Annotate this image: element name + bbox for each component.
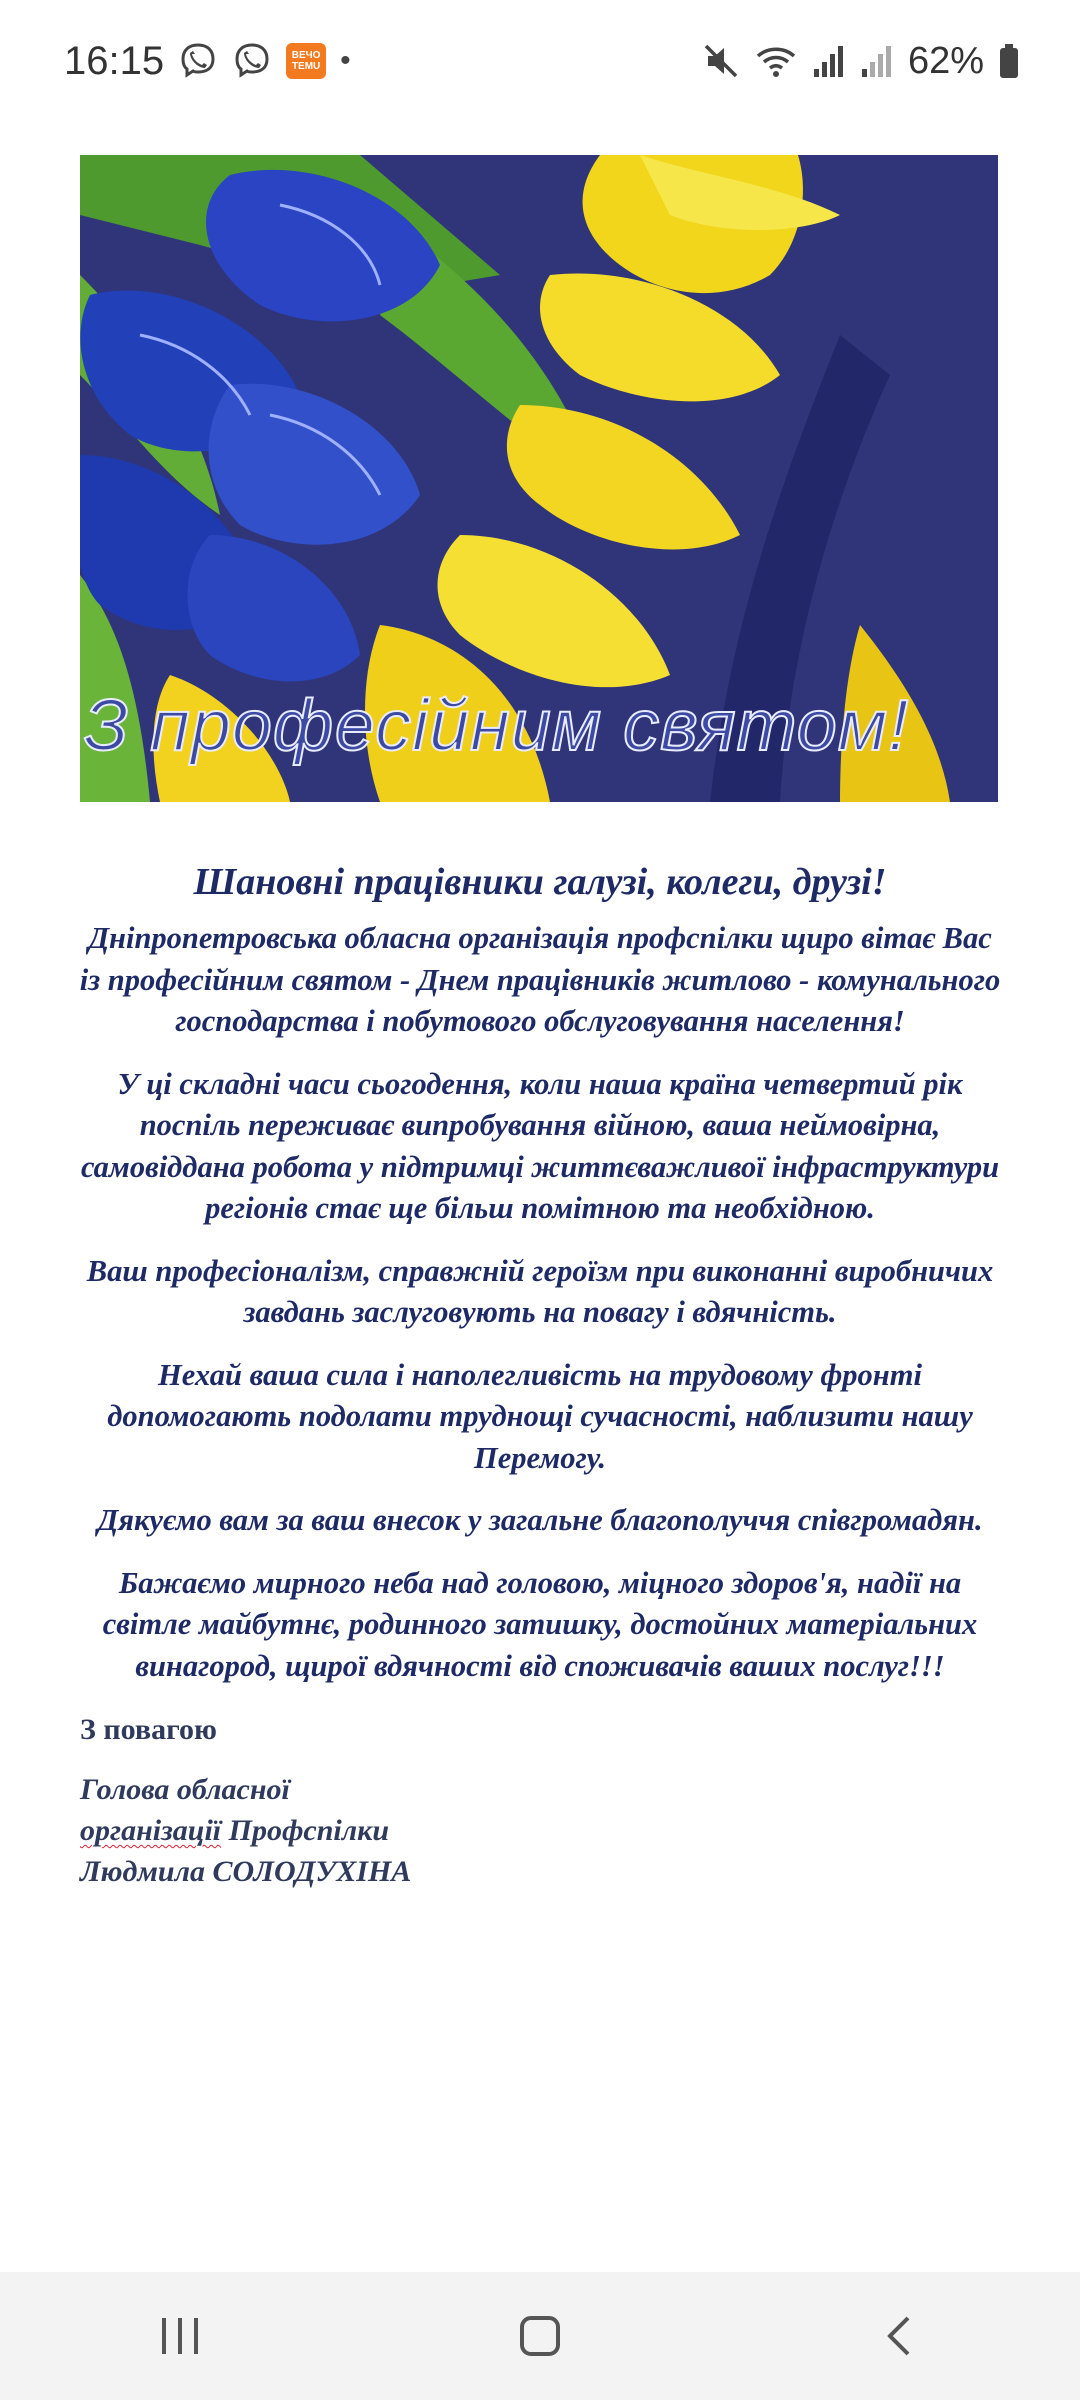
wifi-icon [754, 42, 798, 80]
paragraph: Бажаємо мирного неба над головою, міцного здоров'я, надії на світле майбутнє, родинного затишку, достойних матеріальних винагород, щирої вдячності від споживачів ваших послуг!!! [102, 1565, 978, 1683]
mute-icon [702, 42, 740, 80]
signal-icon [812, 43, 846, 79]
viber-icon [232, 41, 272, 81]
clock: 16:15 [64, 38, 165, 83]
signature-title: Голова обласної [80, 1773, 290, 1806]
regards-text: З повагою [80, 1713, 217, 1746]
signature-block [80, 1769, 1004, 1892]
back-button[interactable] [840, 2286, 960, 2386]
recent-apps-button[interactable] [120, 2286, 240, 2386]
back-icon [878, 2314, 922, 2358]
battery-icon [998, 43, 1020, 79]
home-button[interactable] [480, 2286, 600, 2386]
paragraph: У ці складні часи сьогодення, коли наша країна четвертий рік поспіль переживає випробування війною, ваша неймовірна, самовіддана робота у підтримці життєважливої інфраструктури регіонів стає ще більш помітною та необхідною. [80, 1066, 1000, 1225]
banner-caption: З професійним святом! [84, 686, 910, 766]
status-bar [0, 0, 1080, 122]
navigation-bar [0, 2272, 1080, 2400]
paragraph: Нехай ваша сила і наполегливість на трудовому фронті допомогають подолати труднощі сучасності, наблизити нашу Перемогу. [107, 1357, 973, 1475]
home-icon [518, 2314, 562, 2358]
temu-app-icon [286, 43, 326, 79]
greeting-heading: Шановні працівники галузі, колеги, друзі! [193, 861, 887, 903]
signature-name: Людмила СОЛОДУХІНА [80, 1855, 412, 1888]
viber-icon [178, 41, 218, 81]
letter-content [76, 858, 1004, 1892]
status-bar-left [64, 39, 351, 84]
battery-percent: 62% [907, 39, 984, 82]
signal-icon [860, 43, 894, 79]
signature-organization-rest: Профспілки [221, 1814, 390, 1847]
temu-label-top: ВЕЧО [291, 50, 321, 61]
recent-apps-icon [158, 2314, 202, 2358]
paragraph: Дніпропетровська обласна організація профспілки щиро вітає Вас із професійним святом - Днем працівників житлово - комунального господарства і побутового обслуговування населення! [79, 921, 1001, 1038]
notification-dot: • [340, 44, 351, 77]
status-bar-right [702, 40, 1020, 83]
paragraph: Ваш професіоналізм, справжній героїзм при виконанні виробничих завдань заслуговують на повагу і вдячність. [86, 1253, 994, 1329]
greeting-banner-image [80, 155, 998, 802]
spellcheck-word: організації [80, 1814, 222, 1847]
paragraph: Дякуємо вам за ваш внесок у загальне благополуччя співгромадян. [97, 1503, 983, 1537]
signature-organization [80, 1810, 1004, 1851]
temu-label-bottom: TEMU [291, 61, 321, 72]
